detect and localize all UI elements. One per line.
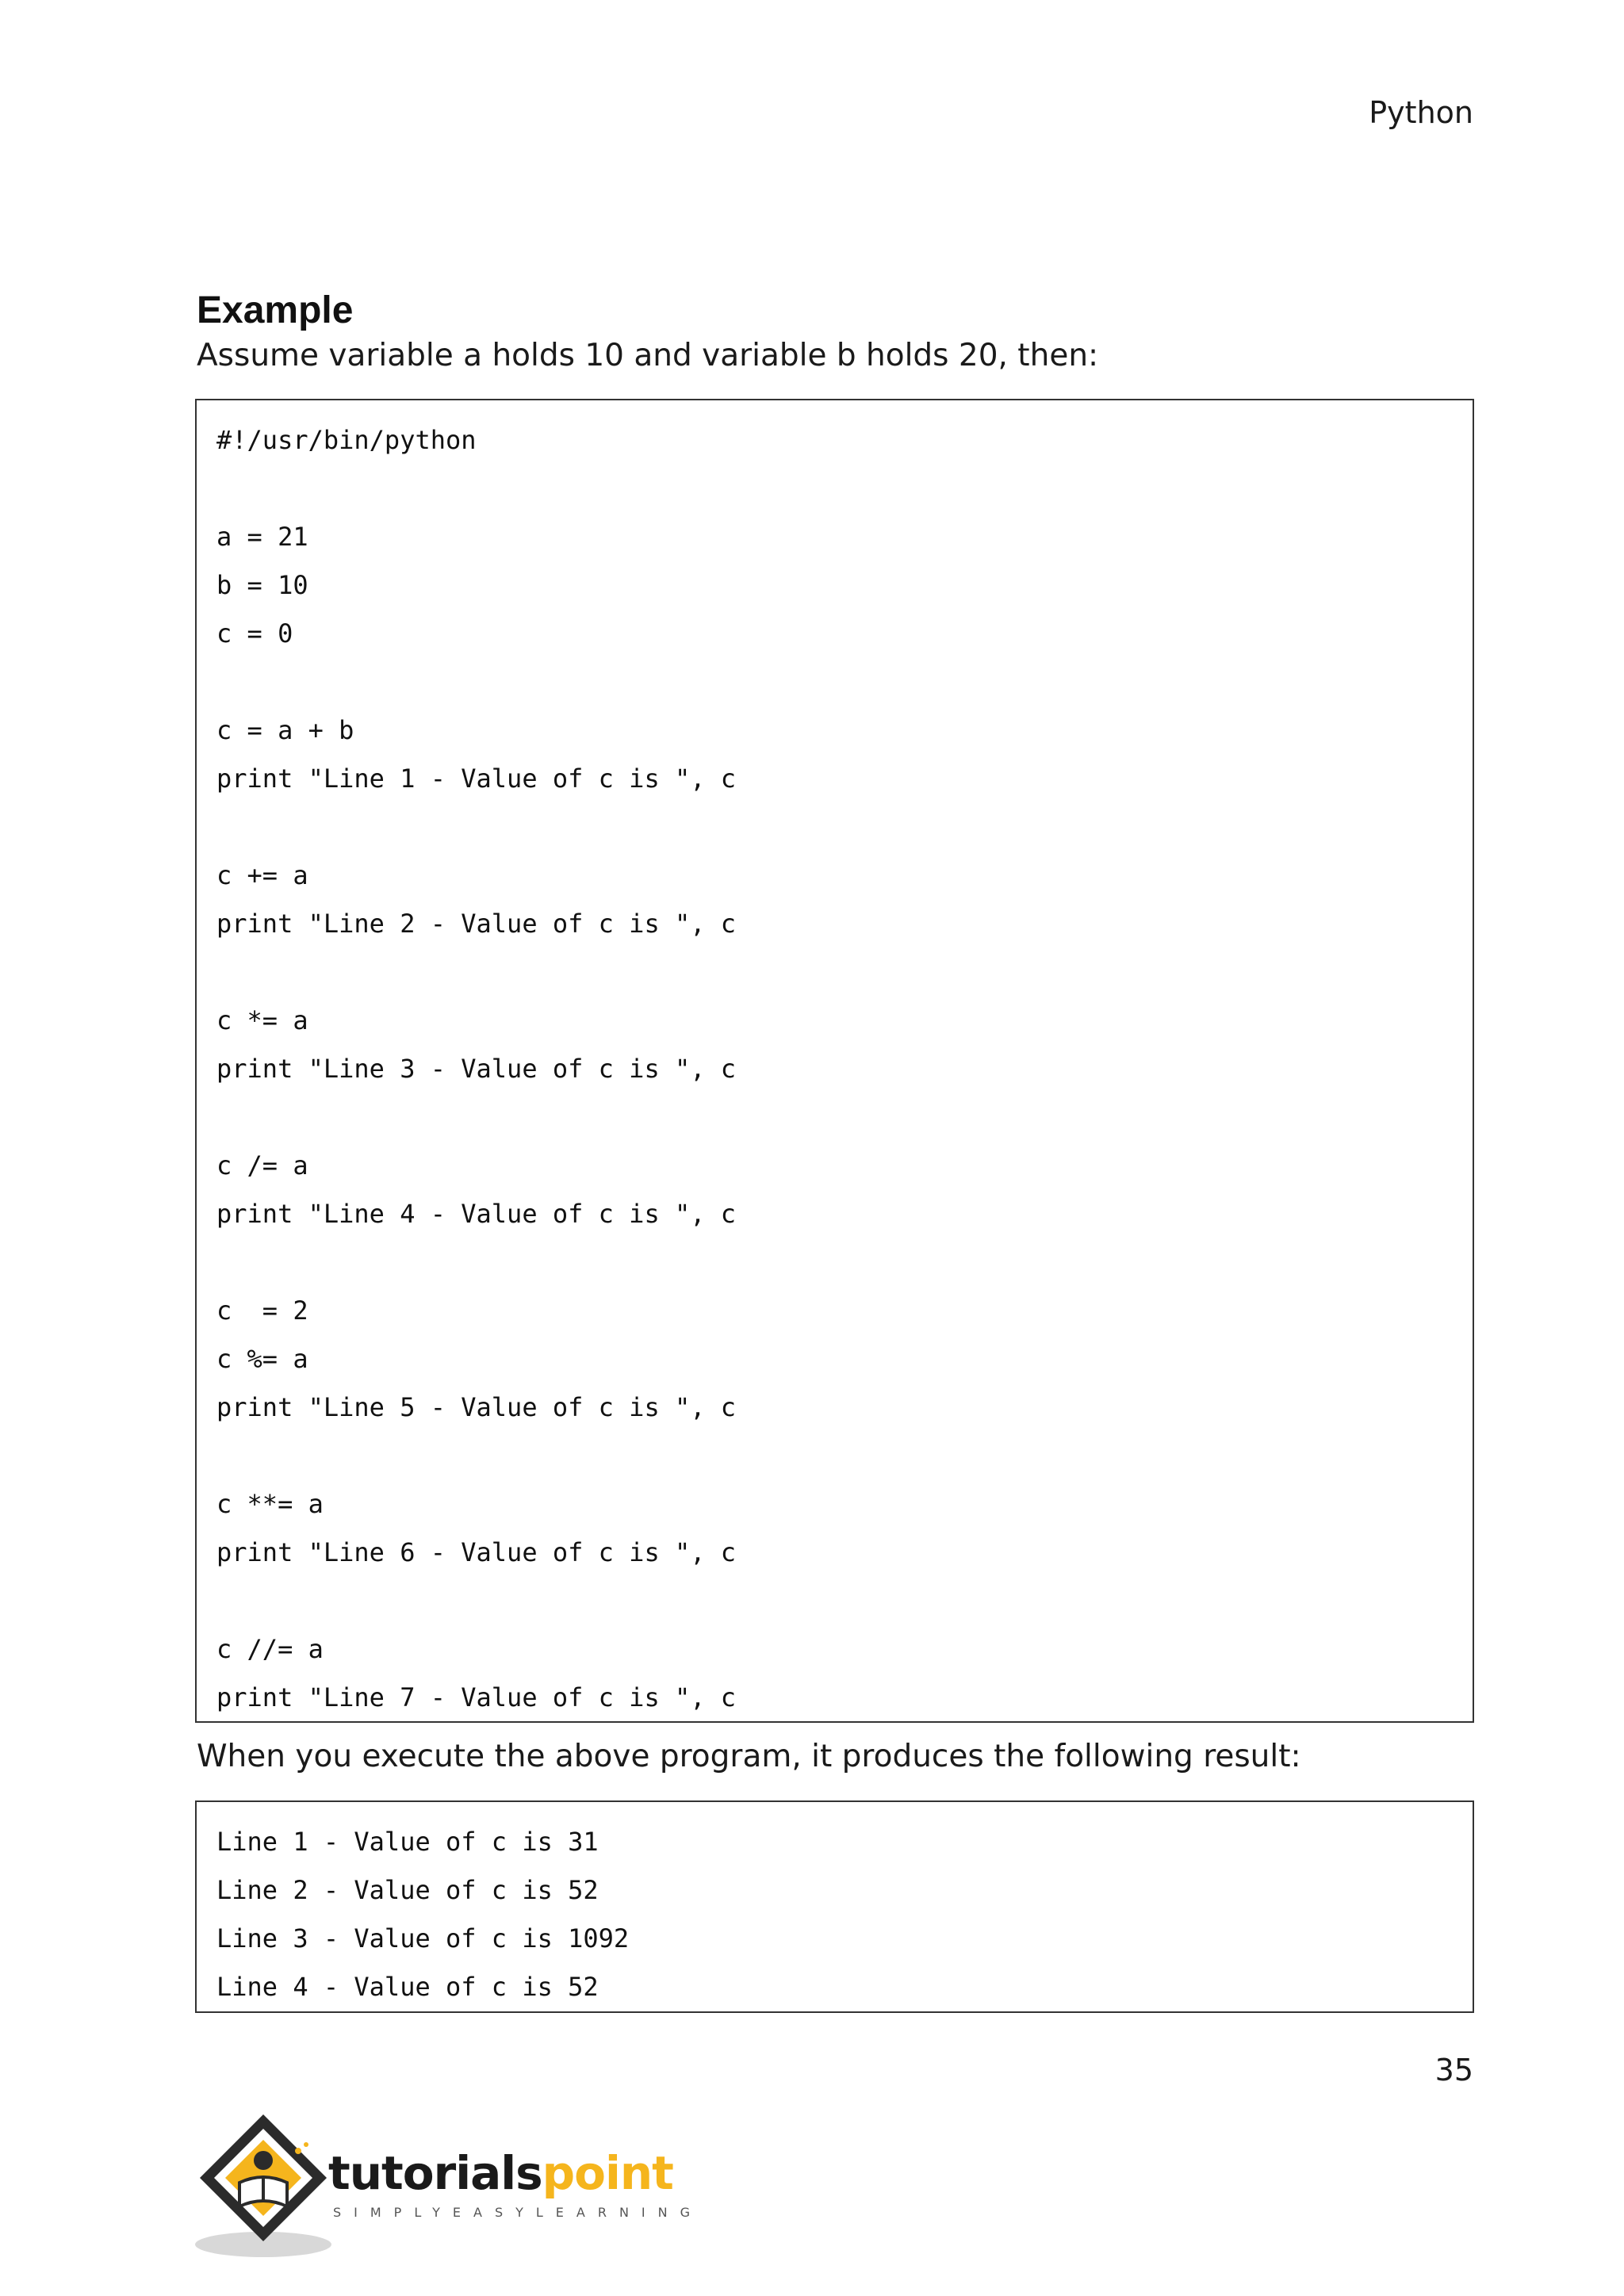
code-line: print "Line 4 - Value of c is ", c (216, 1199, 737, 1229)
code-line: print "Line 7 - Value of c is ", c (216, 1682, 737, 1712)
code-line: c //= a (216, 1634, 324, 1664)
code-line (216, 658, 1473, 706)
output-line: Line 2 - Value of c is 52 (216, 1875, 599, 1905)
logo-word-accent: point (542, 2146, 673, 2200)
source-code-block (195, 399, 1474, 1723)
code-line (216, 1093, 1473, 1142)
code-line: print "Line 3 - Value of c is ", c (216, 1054, 737, 1084)
code-line (216, 1577, 1473, 1625)
code-line: c /= a (216, 1150, 308, 1181)
result-intro-paragraph: When you execute the above program, it produces the following result: (197, 1739, 1301, 1774)
output-line: Line 3 - Value of c is 1092 (216, 1923, 630, 1954)
code-line: c = 2 (216, 1295, 308, 1326)
code-line (216, 948, 1473, 997)
code-line (216, 1432, 1473, 1480)
code-line (216, 803, 1473, 851)
output-block (195, 1800, 1474, 2013)
code-line: c = 0 (216, 618, 293, 649)
logo-wordmark (328, 2146, 673, 2200)
code-line: print "Line 2 - Value of c is ", c (216, 909, 737, 939)
code-line: b = 10 (216, 570, 308, 600)
code-line: c += a (216, 860, 308, 890)
tutorialspoint-logo (193, 2105, 703, 2263)
code-line: a = 21 (216, 522, 308, 552)
code-line: #!/usr/bin/python (216, 425, 477, 455)
code-line: print "Line 5 - Value of c is ", c (216, 1392, 737, 1422)
page-number: 35 (1434, 2053, 1473, 2087)
code-line: print "Line 6 - Value of c is ", c (216, 1537, 737, 1567)
section-heading: Example (197, 289, 354, 331)
intro-paragraph: Assume variable a holds 10 and variable b holds 20, then: (197, 338, 1099, 373)
output-line: Line 1 - Value of c is 31 (216, 1827, 599, 1857)
logo-tagline: SIMPLYEASYLEARNING (333, 2205, 703, 2220)
code-line: c *= a (216, 1005, 308, 1035)
running-header: Python (1369, 95, 1473, 130)
code-line: c **= a (216, 1489, 324, 1519)
output-line: Line 4 - Value of c is 52 (216, 1972, 599, 2002)
code-line: c %= a (216, 1344, 308, 1374)
code-line (216, 465, 1473, 513)
code-line (216, 1238, 1473, 1287)
logo-word-dark: tutorials (328, 2146, 542, 2200)
code-line: print "Line 1 - Value of c is ", c (216, 763, 737, 794)
code-line: c = a + b (216, 715, 354, 745)
